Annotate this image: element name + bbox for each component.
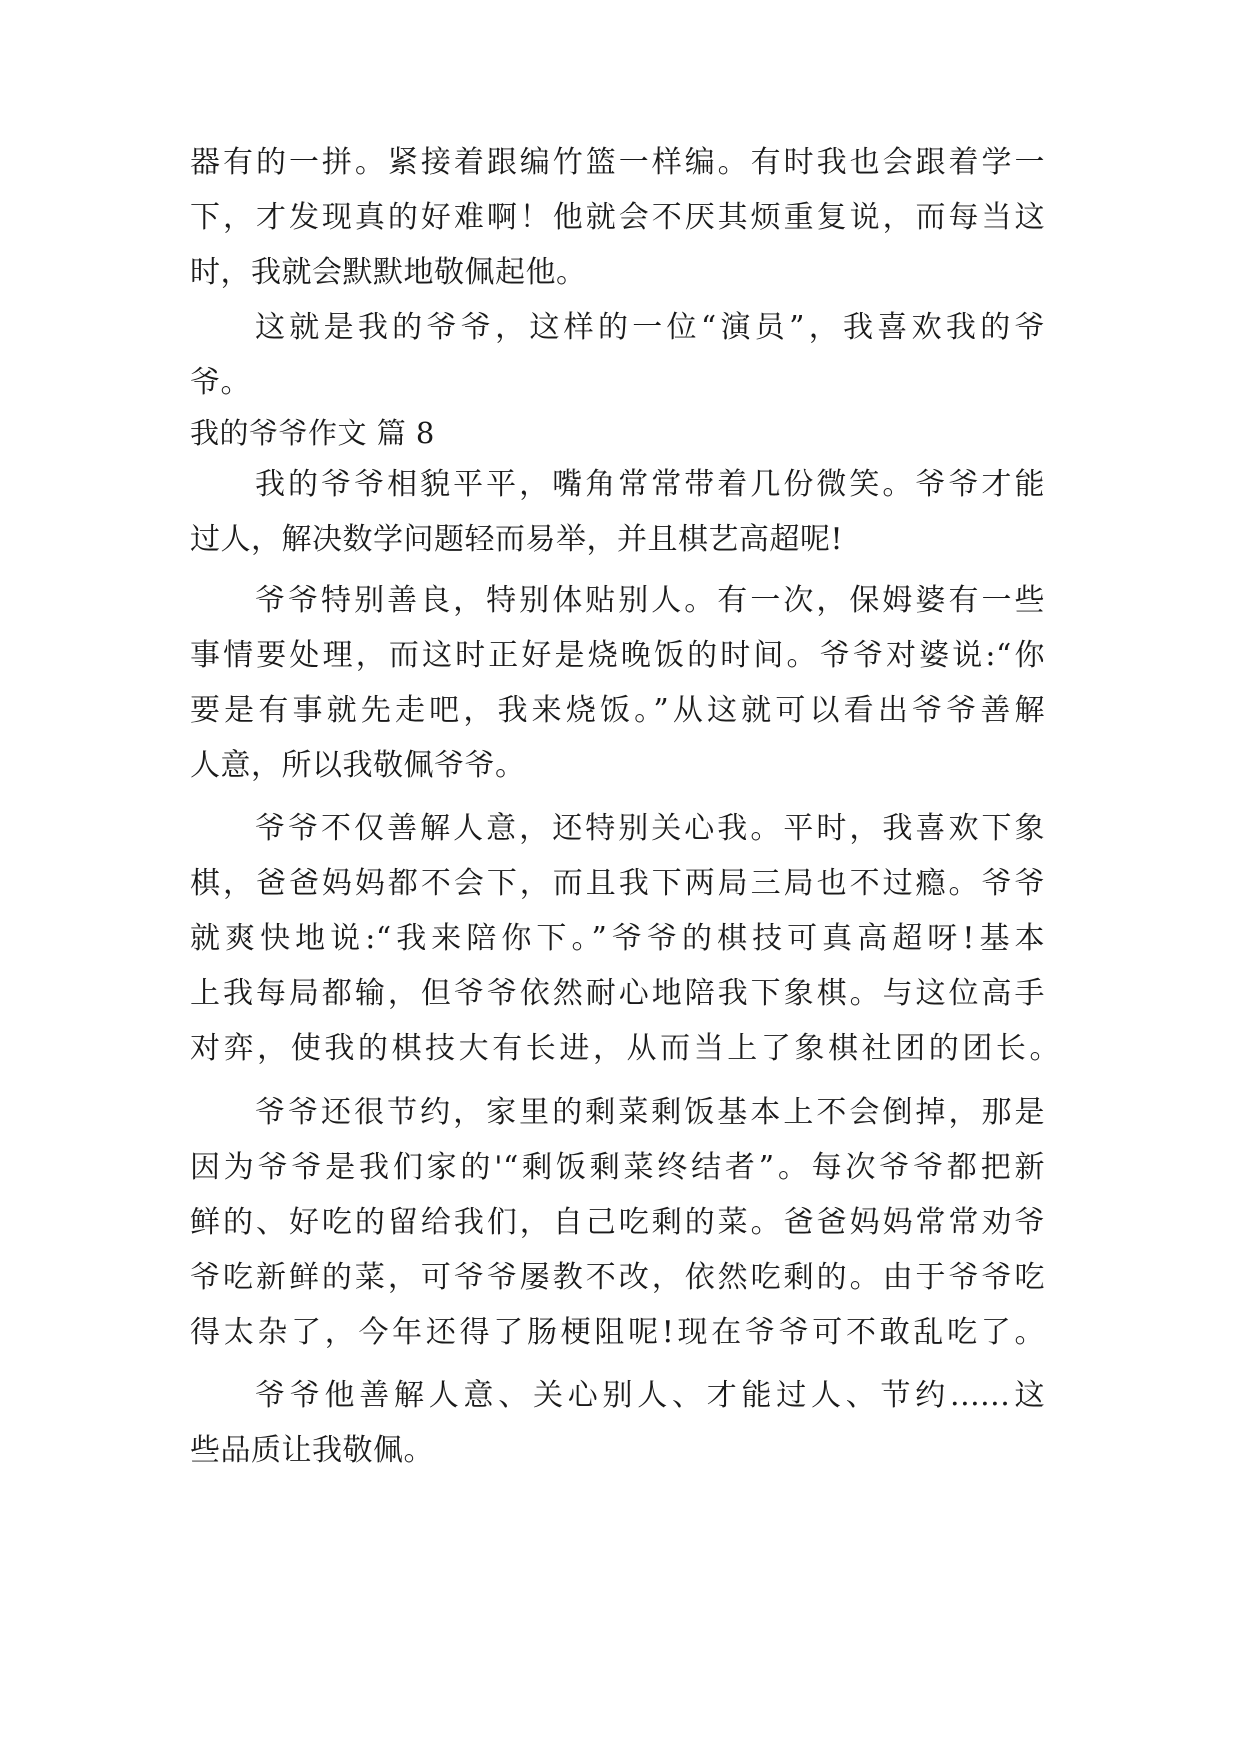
- paragraph-first-line: 爷爷还很节约，家里的剩菜剩饭基本上不会倒掉，那是: [255, 1095, 1045, 1130]
- text-line: 要是有事就先走吧，我来烧饭。”从这就可以看出爷爷善解: [190, 693, 1045, 728]
- paragraph-first-line: 爷爷不仅善解人意，还特别关心我。平时，我喜欢下象: [255, 811, 1045, 846]
- text-line: 因为爷爷是我们家的'“剩饭剩菜终结者”。每次爷爷都把新: [190, 1150, 1045, 1185]
- text-line: 器有的一拼。紧接着跟编竹篮一样编。有时我也会跟着学一: [190, 145, 1045, 180]
- text-line: 得太杂了，今年还得了肠梗阻呢!现在爷爷可不敢乱吃了。: [190, 1315, 1045, 1350]
- text-line: 时，我就会默默地敬佩起他。: [190, 255, 587, 290]
- paragraph-first-line: 我的爷爷相貌平平，嘴角常常带着几份微笑。爷爷才能: [255, 467, 1045, 502]
- text-line: 对弈，使我的棋技大有长进，从而当上了象棋社团的团长。: [190, 1031, 1060, 1066]
- text-line: 些品质让我敬佩。: [190, 1433, 434, 1468]
- text-line: 爷吃新鲜的菜，可爷爷屡教不改，依然吃剩的。由于爷爷吃: [190, 1260, 1045, 1295]
- section-heading: 我的爷爷作文 篇 8: [190, 416, 435, 450]
- text-line: 下，才发现真的好难啊！他就会不厌其烦重复说，而每当这: [190, 200, 1045, 235]
- text-line: 爷。: [190, 365, 251, 400]
- text-line: 棋，爸爸妈妈都不会下，而且我下两局三局也不过瘾。爷爷: [190, 866, 1045, 901]
- text-line: 就爽快地说:“我来陪你下。”爷爷的棋技可真高超呀!基本: [190, 921, 1045, 956]
- paragraph-first-line: 这就是我的爷爷，这样的一位“演员”，我喜欢我的爷: [255, 310, 1045, 345]
- text-line: 鲜的、好吃的留给我们，自己吃剩的菜。爸爸妈妈常常劝爷: [190, 1205, 1045, 1240]
- text-line: 上我每局都输，但爷爷依然耐心地陪我下象棋。与这位高手: [190, 976, 1045, 1011]
- text-line: 人意，所以我敬佩爷爷。: [190, 748, 526, 783]
- paragraph-first-line: 爷爷特别善良，特别体贴别人。有一次，保姆婆有一些: [255, 583, 1045, 618]
- text-line: 过人，解决数学问题轻而易举，并且棋艺高超呢!: [190, 522, 844, 557]
- text-line: 事情要处理，而这时正好是烧晚饭的时间。爷爷对婆说:“你: [190, 638, 1045, 673]
- paragraph-first-line: 爷爷他善解人意、关心别人、才能过人、节约......这: [255, 1378, 1045, 1413]
